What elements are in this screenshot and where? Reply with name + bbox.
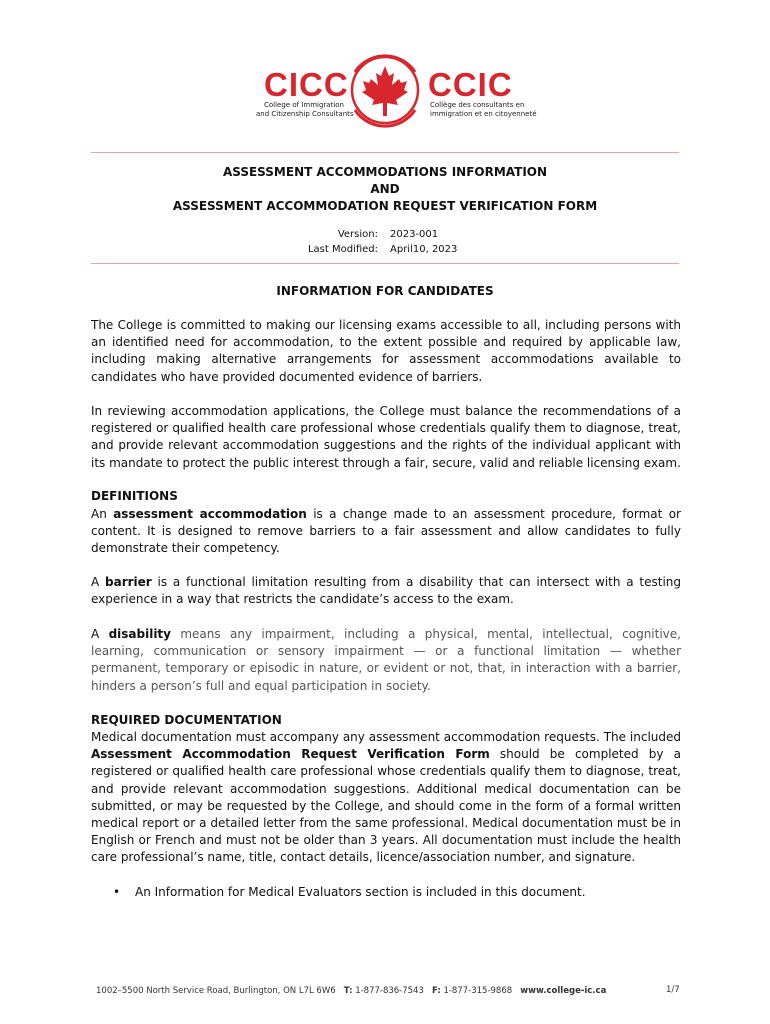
maple-leaf-emblem-icon <box>343 52 427 132</box>
info-paragraph-1: The College is committed to making our licensing exams accessible to all, including persons with an identified need for accommodation, to the extent possible and required by applicable law, including making alternative arrangements for assessment accommodations available to candidates who have provided documented evidence of barriers. <box>91 318 681 384</box>
logo-left-sub1: College of Immigration <box>264 101 344 109</box>
document-title-line2: AND <box>370 182 400 196</box>
version-value: 2023-001 <box>390 229 439 240</box>
logo-left-sub2: and Citizenship Consultants <box>256 110 354 118</box>
definitions-heading: DEFINITIONS <box>91 489 178 503</box>
bullet-item: An Information for Medical Evaluators section is included in this document. <box>135 885 586 899</box>
definition-assessment-accommodation: An assessment accommodation is a change made to an assessment procedure, format or content. It is designed to remove barriers to a fair assessment and allow candidates to fully demonstrate their competency. <box>91 507 681 556</box>
logo-right-sub1: Collège des consultants en <box>430 101 525 109</box>
logo-right-sub2: immigration et en citoyenneté <box>430 110 537 118</box>
logo-left-wordmark: CICC <box>264 66 349 103</box>
documentation-paragraph: Medical documentation must accompany any assessment accommodation requests. The included Assessment Accommodation Request Verification Form should be completed by a registered or qualified health care professional whose credentials qualify them to diagnose, treat, and provide relevant accommodation suggestions. Additional medical documentation can be submitted, or may be requested by the College, and should come in the form of a formal written medical report or a detailed letter from the same professional. Medical documentation must be in English or French and must not be older than 3 years. All documentation must include the health care professional’s name, title, contact details, licence/association number, and signature. <box>91 730 681 865</box>
footer-tel: 1-877-836-7543 <box>355 986 424 996</box>
footer-address: 1002–5500 North Service Road, Burlington, ON L7L 6W6 <box>96 986 336 996</box>
modified-label: Last Modified: <box>307 244 378 255</box>
divider <box>91 152 679 153</box>
documentation-heading: REQUIRED DOCUMENTATION <box>91 713 282 727</box>
document-title-line1: ASSESSMENT ACCOMMODATIONS INFORMATION <box>222 165 548 179</box>
version-label: Version: <box>337 229 378 240</box>
info-heading: INFORMATION FOR CANDIDATES <box>276 284 494 298</box>
divider <box>91 263 679 264</box>
logo-right-wordmark: CCIC <box>428 66 513 103</box>
page-number: 1/7 <box>666 985 680 995</box>
footer-fax: 1-877-315-9868 <box>443 986 513 996</box>
footer-fax-label: F: <box>432 986 441 996</box>
document-title-line3: ASSESSMENT ACCOMMODATION REQUEST VERIFICATION FORM <box>172 199 598 213</box>
footer-contact <box>96 986 606 996</box>
footer-tel-label: T: <box>343 986 353 996</box>
definition-barrier: A barrier is a functional limitation resulting from a disability that can intersect with a testing experience in a way that restricts the candidate’s access to the exam. <box>91 575 681 607</box>
footer-website-link[interactable]: www.college-ic.ca <box>520 986 607 996</box>
definition-disability: A disability means any impairment, including a physical, mental, intellectual, cognitive, learning, communication or sensory impairment — or a functional limitation — whether permanent, temporary or episodic in nature, or evident or not, that, in interaction with a barrier, hinders a person’s full and equal participation in society. <box>91 627 681 693</box>
modified-value: April10, 2023 <box>390 244 458 255</box>
bullet-dot: • <box>113 885 121 899</box>
info-paragraph-2: In reviewing accommodation applications, the College must balance the recommendations of a registered or qualified health care professional whose credentials qualify them to diagnose, treat, and provide relevant accommodation suggestions and the rights of the individual applicant with its mandate to protect the public interest through a fair, secure, valid and reliable licensing exam. <box>91 404 681 470</box>
